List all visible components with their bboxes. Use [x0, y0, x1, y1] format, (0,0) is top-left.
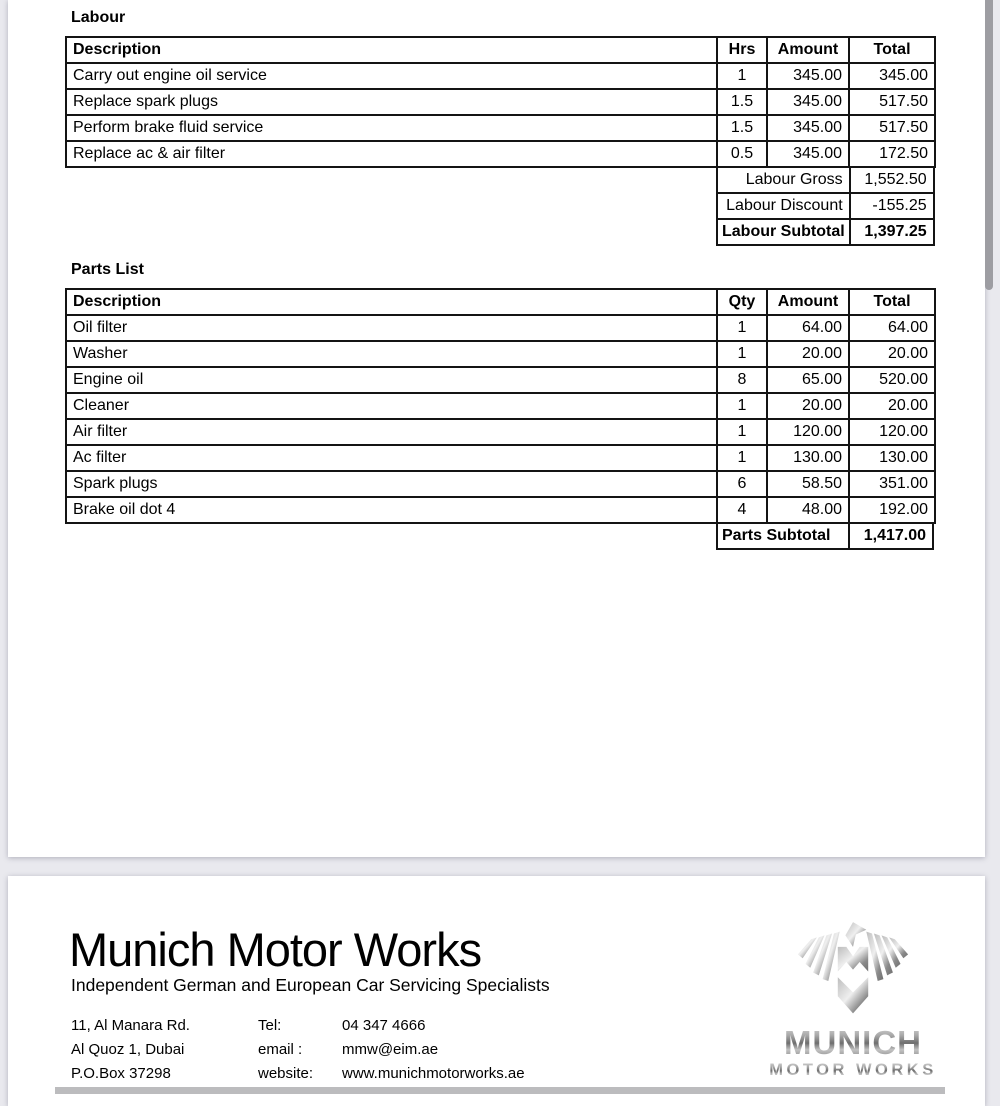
summary-row	[717, 167, 934, 193]
description-cell: Brake oil dot 4	[66, 497, 717, 523]
amount-cell: 20.00	[767, 341, 849, 367]
description-cell: Perform brake fluid service	[66, 115, 717, 141]
description-cell: Replace spark plugs	[66, 89, 717, 115]
total-cell: 20.00	[849, 393, 935, 419]
company-logo	[753, 922, 953, 1079]
scrollbar-thumb[interactable]	[985, 0, 993, 290]
summary-value: 1,417.00	[849, 523, 933, 549]
header-row	[66, 37, 935, 63]
document-page-1	[8, 0, 985, 857]
qty-cell: 1	[717, 419, 767, 445]
address-line: 11, Al Manara Rd.	[71, 1017, 190, 1034]
summary-label: Labour Discount	[717, 193, 850, 219]
column-header-description: Description	[66, 289, 717, 315]
summary-label: Labour Gross	[717, 167, 850, 193]
letterhead-rule	[55, 1087, 945, 1094]
contact-block	[71, 1014, 591, 1086]
qty-cell: 1	[717, 315, 767, 341]
total-cell: 64.00	[849, 315, 935, 341]
address-line: Al Quoz 1, Dubai	[71, 1041, 185, 1058]
qty-cell: 1	[717, 341, 767, 367]
company-name: Munich Motor Works	[69, 923, 482, 976]
parts-summary-table	[716, 522, 934, 550]
labour-section-title: Labour	[71, 9, 126, 26]
amount-cell: 130.00	[767, 445, 849, 471]
qty-cell: 1	[717, 445, 767, 471]
contact-label: email :	[258, 1041, 303, 1058]
logo-subtext: MOTOR WORKS	[753, 1062, 953, 1079]
summary-label: Labour Subtotal	[717, 219, 850, 245]
table-row	[66, 89, 935, 115]
table-row	[66, 341, 935, 367]
qty-cell: 6	[717, 471, 767, 497]
table-row	[66, 497, 935, 523]
amount-cell: 64.00	[767, 315, 849, 341]
amount-cell: 58.50	[767, 471, 849, 497]
total-cell: 130.00	[849, 445, 935, 471]
table-row	[66, 419, 935, 445]
summary-value: 1,397.25	[850, 219, 934, 245]
summary-label: Parts Subtotal	[717, 523, 849, 549]
hrs-cell: 0.5	[717, 141, 767, 167]
description-cell: Cleaner	[66, 393, 717, 419]
total-cell: 351.00	[849, 471, 935, 497]
summary-row	[717, 523, 933, 549]
amount-cell: 120.00	[767, 419, 849, 445]
amount-cell: 20.00	[767, 393, 849, 419]
total-cell: 120.00	[849, 419, 935, 445]
description-cell: Replace ac & air filter	[66, 141, 717, 167]
parts-table	[65, 288, 936, 524]
total-cell: 345.00	[849, 63, 935, 89]
amount-cell: 345.00	[767, 115, 849, 141]
contact-label: Tel:	[258, 1017, 282, 1034]
hrs-cell: 1.5	[717, 89, 767, 115]
table-row	[66, 367, 935, 393]
contact-row	[71, 1038, 591, 1062]
column-header-hrs: Hrs	[717, 37, 767, 63]
total-cell: 517.50	[849, 89, 935, 115]
column-header-description: Description	[66, 37, 717, 63]
table-row	[66, 141, 935, 167]
amount-cell: 48.00	[767, 497, 849, 523]
labour-summary-table	[716, 166, 935, 246]
description-cell: Ac filter	[66, 445, 717, 471]
summary-value: 1,552.50	[850, 167, 934, 193]
qty-cell: 8	[717, 367, 767, 393]
table-row	[66, 115, 935, 141]
document-page-2	[8, 876, 985, 1106]
table-row	[66, 393, 935, 419]
contact-label: website:	[258, 1065, 314, 1082]
table-row	[66, 471, 935, 497]
total-cell: 517.50	[849, 115, 935, 141]
description-cell: Oil filter	[66, 315, 717, 341]
hrs-cell: 1	[717, 63, 767, 89]
qty-cell: 1	[717, 393, 767, 419]
email-address: mmw@eim.ae	[342, 1041, 439, 1058]
column-header-qty: Qty	[717, 289, 767, 315]
summary-row	[717, 193, 934, 219]
summary-value: -155.25	[850, 193, 934, 219]
description-cell: Spark plugs	[66, 471, 717, 497]
description-cell: Washer	[66, 341, 717, 367]
description-cell: Air filter	[66, 419, 717, 445]
amount-cell: 345.00	[767, 141, 849, 167]
logo-wordmark: MUNICH	[753, 1026, 953, 1059]
column-header-total: Total	[849, 37, 935, 63]
contact-row	[71, 1062, 591, 1086]
parts-section-title: Parts List	[71, 261, 144, 278]
amount-cell: 345.00	[767, 89, 849, 115]
total-cell: 20.00	[849, 341, 935, 367]
table-row	[66, 315, 935, 341]
address-line: P.O.Box 37298	[71, 1065, 171, 1082]
hrs-cell: 1.5	[717, 115, 767, 141]
phone-number: 04 347 4666	[342, 1017, 426, 1034]
labour-table	[65, 36, 936, 168]
summary-row	[717, 219, 934, 245]
qty-cell: 4	[717, 497, 767, 523]
column-header-amount: Amount	[767, 289, 849, 315]
website-url: www.munichmotorworks.ae	[342, 1065, 525, 1082]
company-tagline: Independent German and European Car Servicing Specialists	[71, 975, 550, 995]
column-header-total: Total	[849, 289, 935, 315]
description-cell: Carry out engine oil service	[66, 63, 717, 89]
total-cell: 520.00	[849, 367, 935, 393]
amount-cell: 345.00	[767, 63, 849, 89]
total-cell: 192.00	[849, 497, 935, 523]
header-row	[66, 289, 935, 315]
description-cell: Engine oil	[66, 367, 717, 393]
amount-cell: 65.00	[767, 367, 849, 393]
eagle-emblem-icon	[796, 922, 910, 1022]
column-header-amount: Amount	[767, 37, 849, 63]
table-row	[66, 445, 935, 471]
table-row	[66, 63, 935, 89]
contact-row	[71, 1014, 591, 1038]
total-cell: 172.50	[849, 141, 935, 167]
